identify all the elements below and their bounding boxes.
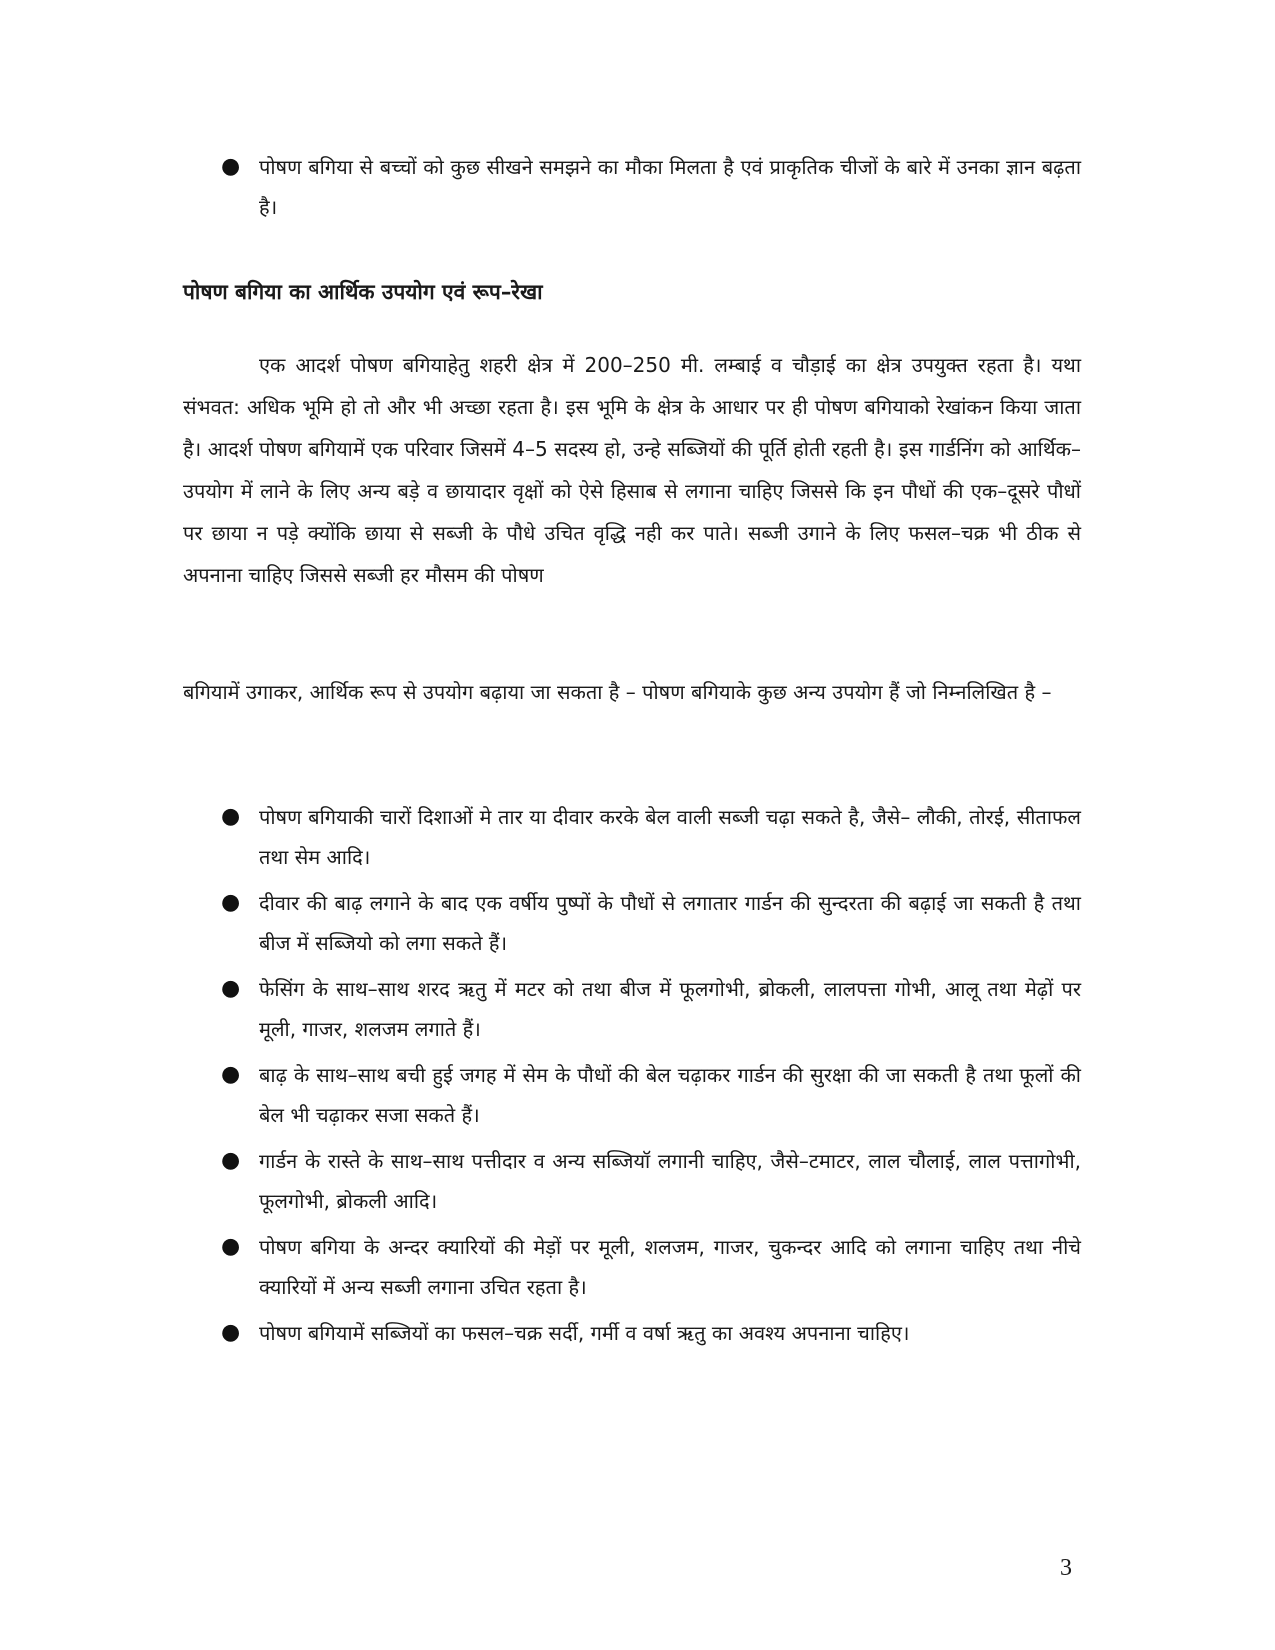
- list-item: [221, 1141, 1081, 1221]
- list-item-text: पोषण बगियाकी चारों दिशाओं मे तार या दीवार करके बेल वाली सब्जी चढ़ा सकते है, जैसे– लौकी, तोरई, सीताफल तथा सेम आदि।: [259, 805, 1081, 869]
- intro-bullet-text: पोषण बगिया से बच्चों को कुछ सीखने समझने का मौका मिलता है एवं प्राकृतिक चीजों के बारे में उनका ज्ञान बढ़ता है।: [259, 155, 1081, 219]
- list-item-text: पोषण बगियामें सब्जियों का फसल–चक्र सर्दी, गर्मी व वर्षा ऋतु का अवश्य अपनाना चाहिए।: [259, 1321, 910, 1345]
- section-heading: पोषण बगिया का आर्थिक उपयोग एवं रूप–रेखा: [183, 280, 543, 304]
- bullet-icon: ●: [221, 890, 241, 915]
- list-item: [221, 969, 1081, 1049]
- body-paragraph-1: एक आदर्श पोषण बगियाहेतु शहरी क्षेत्र में 200–250 मी. लम्बाई व चौड़ाई का क्षेत्र उपयुक्त रहता है। यथा संभवत: अधिक भूमि हो तो और भी अच्छा रहता है। इस भूमि के क्षेत्र के आधार पर ही पोषण बगियाको रेखांकन किया जाता है। आदर्श पोषण बगियामें एक परिवार जिसमें 4–5 सदस्य हो, उन्हे सब्जियों की पूर्ति होती रहती है। इस गार्डनिंग को आर्थिक–उपयोग में लाने के लिए अन्य बड़े व छायादार वृक्षों को ऐसे हिसाब से लगाना चाहिए जिससे कि इन पौधों की एक–दूसरे पौधों पर छाया न पड़े क्योंकि छाया से सब्जी के पौधे उचित वृद्धि नही कर पाते। सब्जी उगाने के लिए फसल–चक्र भी ठीक से अपनाना चाहिए जिससे सब्जी हर मौसम की पोषण: [183, 353, 1081, 587]
- list-item-text: गार्डन के रास्ते के साथ–साथ पत्तीदार व अन्य सब्जियॉ लगानी चाहिए, जैसे–टमाटर, लाल चौलाई, लाल पत्तागोभी, फूलगोभी, ब्रोकली आदि।: [259, 1149, 1081, 1213]
- page-number: 3: [1060, 1555, 1072, 1581]
- bullet-icon: ●: [221, 154, 241, 179]
- bullet-icon: ●: [221, 804, 241, 829]
- bullet-icon: ●: [221, 1234, 241, 1259]
- list-item: [221, 883, 1081, 963]
- list-item-text: फेसिंग के साथ–साथ शरद ऋतु में मटर को तथा बीज में फूलगोभी, ब्रोकली, लालपत्ता गोभी, आलू तथा मेढ़ों पर मूली, गाजर, शलजम लगाते हैं।: [259, 977, 1081, 1041]
- list-item-text: पोषण बगिया के अन्दर क्यारियों की मेड़ों पर मूली, शलजम, गाजर, चुकन्दर आदि को लगाना चाहिए तथा नीचे क्यारियों में अन्य सब्जी लगाना उचित रहता है।: [259, 1235, 1081, 1299]
- list-item: [221, 1055, 1081, 1135]
- list-item: [221, 1313, 1081, 1353]
- list-item: [221, 1227, 1081, 1307]
- bullet-icon: ●: [221, 1062, 241, 1087]
- bullet-icon: ●: [221, 976, 241, 1001]
- body-paragraph-2: बगियामें उगाकर, आर्थिक रूप से उपयोग बढ़ाया जा सकता है – पोषण बगियाके कुछ अन्य उपयोग हैं जो निम्नलिखित है –: [183, 680, 1052, 704]
- bullet-icon: ●: [221, 1148, 241, 1173]
- list-item-text: बाढ़ के साथ–साथ बची हुई जगह में सेम के पौधों की बेल चढ़ाकर गार्डन की सुरक्षा की जा सकती है तथा फूलों की बेल भी चढ़ाकर सजा सकते हैं।: [259, 1063, 1081, 1127]
- list-item: [221, 797, 1081, 877]
- bullet-icon: ●: [221, 1320, 241, 1345]
- intro-bullet-item: [221, 147, 1081, 227]
- list-item-text: दीवार की बाढ़ लगाने के बाद एक वर्षीय पुष्पों के पौधों से लगातार गार्डन की सुन्दरता की बढ़ाई जा सकती है तथा बीज में सब्जियो को लगा सकते हैं।: [259, 891, 1081, 955]
